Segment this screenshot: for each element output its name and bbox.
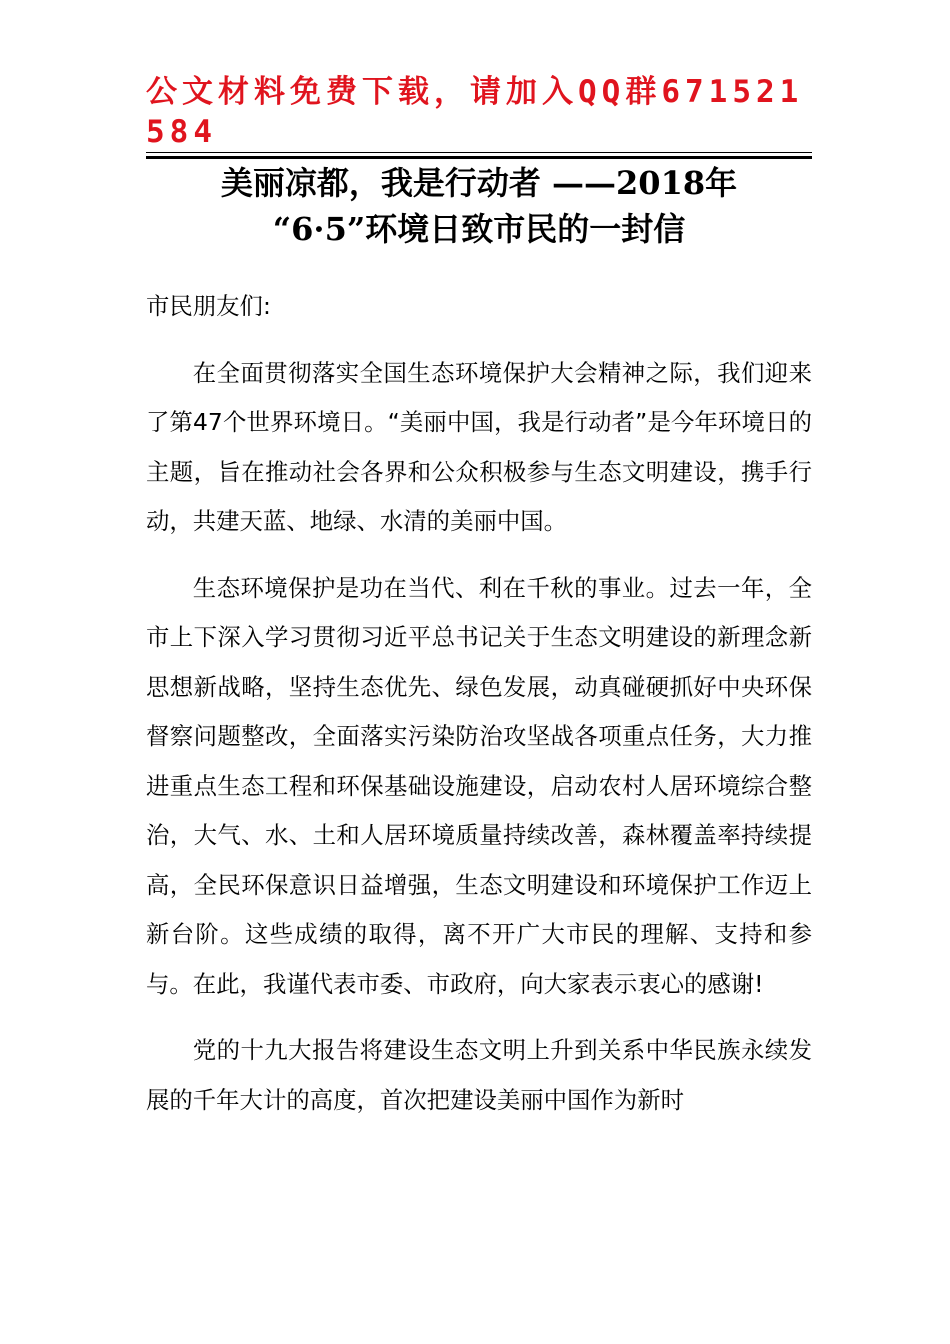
document-title [146, 160, 812, 252]
header-rule-thin [146, 152, 812, 153]
paragraph-1: 在全面贯彻落实全国生态环境保护大会精神之际，我们迎来了第47个世界环境日。“美丽中国，我是行动者”是今年环境日的主题，旨在推动社会各界和公众积极参与生态文明建设，携手行动，共建天蓝、地绿、水清的美丽中国。 [146, 358, 812, 535]
letter-body [146, 282, 812, 1142]
salutation: 市民朋友们: [146, 292, 271, 320]
title-line-1: 美丽凉都，我是行动者 ——2018年 [220, 164, 738, 202]
title-line-2: “6·5”环境日致市民的一封信 [272, 210, 686, 248]
download-banner: 公文材料免费下载，请加入QQ群671521584 [146, 74, 804, 150]
paragraph-3: 党的十九大报告将建设生态文明上升到关系中华民族永续发展的千年大计的高度，首次把建设美丽中国作为新时 [146, 1036, 812, 1114]
paragraph-2: 生态环境保护是功在当代、利在千秋的事业。过去一年，全市上下深入学习贯彻习近平总书记关于生态文明建设的新理念新思想新战略，坚持生态优先、绿色发展，动真碰硬抓好中央环保督察问题整改，全面落实污染防治攻坚战各项重点任务，大力推进重点生态工程和环保基础设施建设，启动农村人居环境综合整治，大气、水、土和人居环境质量持续改善，森林覆盖率持续提高，全民环保意识日益增强，生态文明建设和环境保护工作迈上新台阶。这些成绩的取得，离不开广大市民的理解、支持和参与。在此，我谨代表市委、市政府，向大家表示衷心的感谢! [146, 573, 812, 998]
header-rule-thick [146, 156, 812, 159]
